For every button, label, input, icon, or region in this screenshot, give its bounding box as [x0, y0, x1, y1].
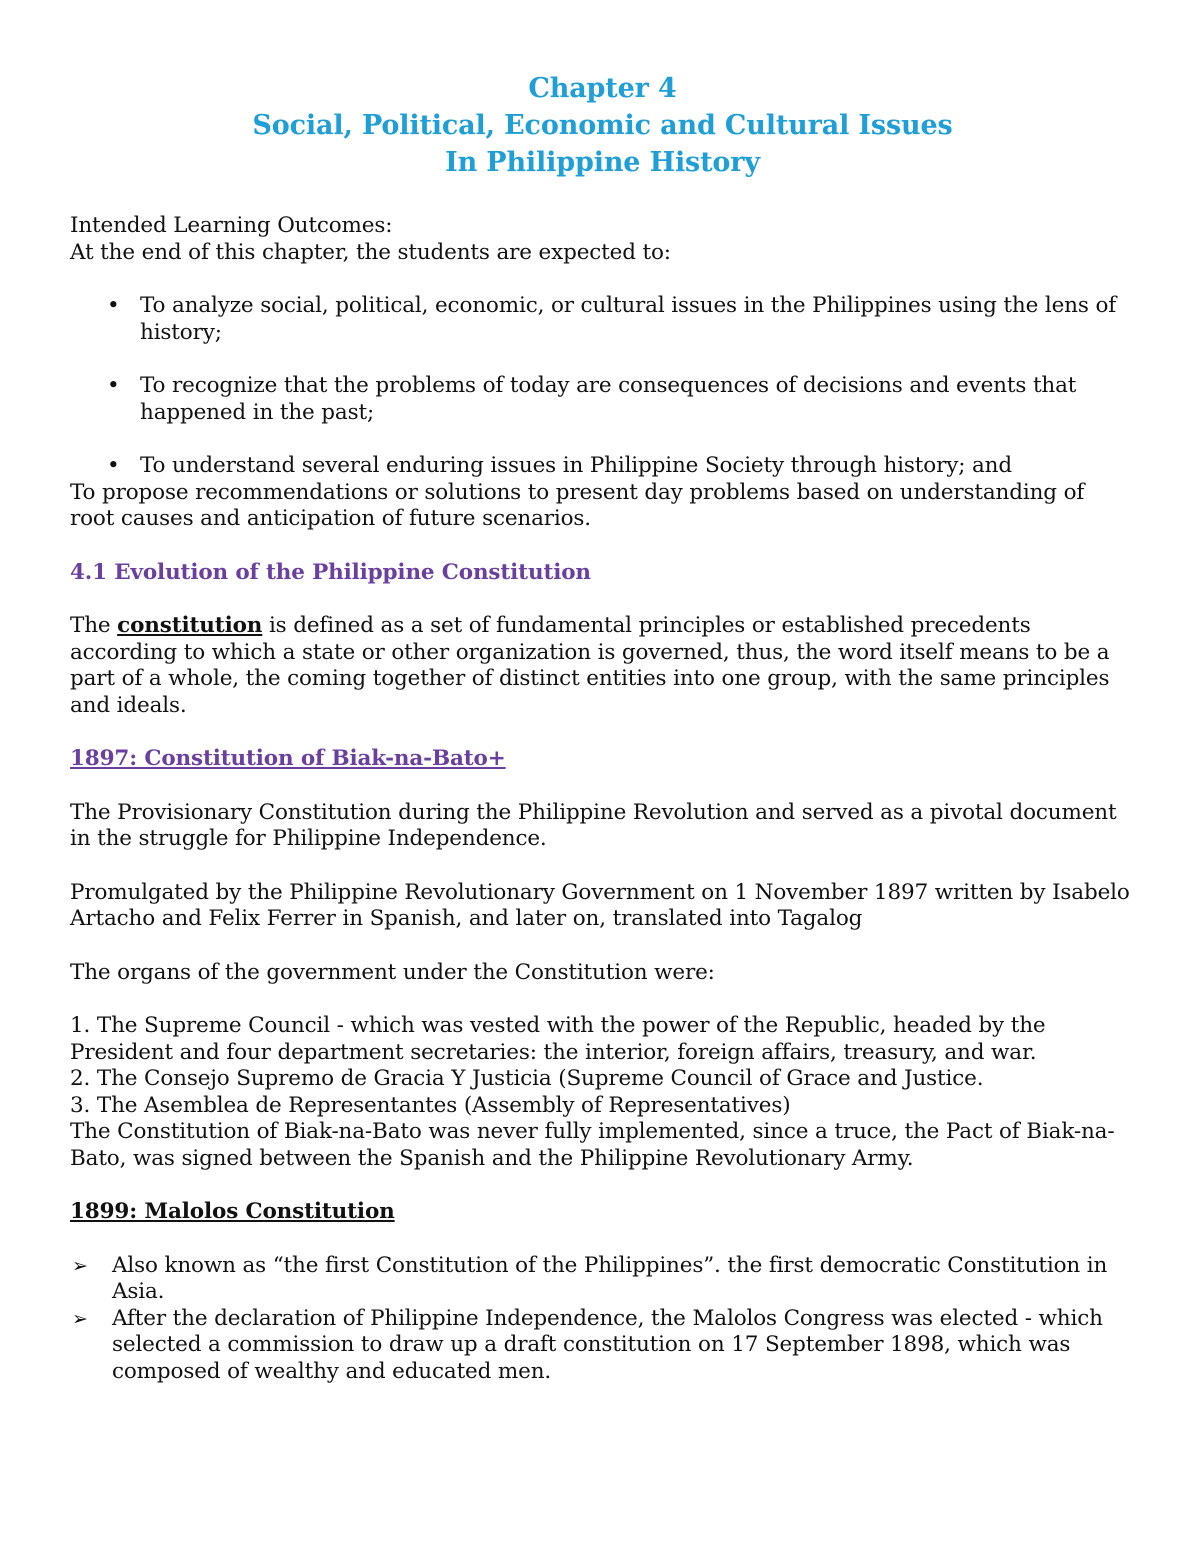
biak-paragraph-1: The Provisionary Constitution during the Philippine Revolution and served as a pivotal document in the struggle for Philippine Independence.: [70, 799, 1117, 851]
biak-organ-3: 3. The Asemblea de Representantes (Assembly of Representatives): [70, 1092, 791, 1118]
malolos-heading: 1899: Malolos Constitution: [70, 1199, 395, 1224]
outcome-item: • To understand several enduring issues in Philippine Society through history; and: [107, 453, 1012, 478]
malolos-item: ➢ Also known as “the first Constitution of the Philippines”. the first democratic Constitution in Asia.: [72, 1252, 1108, 1304]
biak-paragraph-2: Promulgated by the Philippine Revolutionary Government on 1 November 1897 written by Isabelo Artacho and Felix Ferrer in Spanish, and later on, translated into Tagalog: [70, 879, 1130, 931]
document-page: [70, 70, 1135, 1385]
chapter-subtitle-line: In Philippine History: [445, 147, 760, 178]
chapter-title: [70, 70, 1135, 181]
biak-organ-1: 1. The Supreme Council - which was vested with the power of the Republic, headed by the President and four department secretaries: the interior, foreign affairs, treasury, and war.: [70, 1013, 1046, 1065]
biak-paragraph-3: The organs of the government under the Constitution were:: [70, 959, 715, 985]
outcomes-intro: At the end of this chapter, the students are expected to:: [70, 239, 671, 265]
bullet-dot-icon: •: [107, 453, 120, 478]
chapter-title-line: Social, Political, Economic and Cultural Issues: [252, 110, 953, 141]
defined-term: constitution: [117, 613, 263, 638]
section-heading: 4.1 Evolution of the Philippine Constitution: [70, 559, 591, 585]
outcomes-trailing: To propose recommendations or solutions to present day problems based on understanding of root causes and anticipation of future scenarios.: [70, 479, 1085, 531]
chapter-number: Chapter 4: [528, 73, 677, 104]
outcome-item: • To recognize that the problems of today are consequences of decisions and events that happened in the past;: [107, 373, 1077, 425]
malolos-item: ➢ After the declaration of Philippine Independence, the Malolos Congress was elected - which selected a commission to draw up a draft constitution on 17 September 1898, which was composed of wealthy and educated men.: [72, 1305, 1103, 1384]
constitution-definition: The constitution is defined as a set of fundamental principles or established precedents according to which a state or other organization is governed, thus, the word itself means to be a part of a whole, the coming together of distinct entities into one group, with the same principles and ideals.: [70, 613, 1110, 718]
biak-organ-2: 2. The Consejo Supremo de Gracia Y Justicia (Supreme Council of Grace and Justice.: [70, 1066, 984, 1091]
biak-closing: The Constitution of Biak-na-Bato was never fully implemented, since a truce, the Pact of Biak-na-Bato, was signed between the Spanish and the Philippine Revolutionary Army.: [70, 1119, 1115, 1171]
outcomes-heading: Intended Learning Outcomes:: [70, 213, 393, 238]
bullet-dot-icon: •: [107, 373, 120, 398]
outcomes-list: [70, 293, 1135, 480]
malolos-list: [70, 1253, 1135, 1386]
bullet-dot-icon: •: [107, 293, 120, 318]
arrowhead-bullet-icon: ➢: [72, 1307, 88, 1330]
biak-heading: 1897: Constitution of Biak-na-Bato+: [70, 746, 506, 771]
arrowhead-bullet-icon: ➢: [72, 1254, 88, 1277]
outcome-item: • To analyze social, political, economic, or cultural issues in the Philippines using the lens of history;: [107, 293, 1117, 345]
